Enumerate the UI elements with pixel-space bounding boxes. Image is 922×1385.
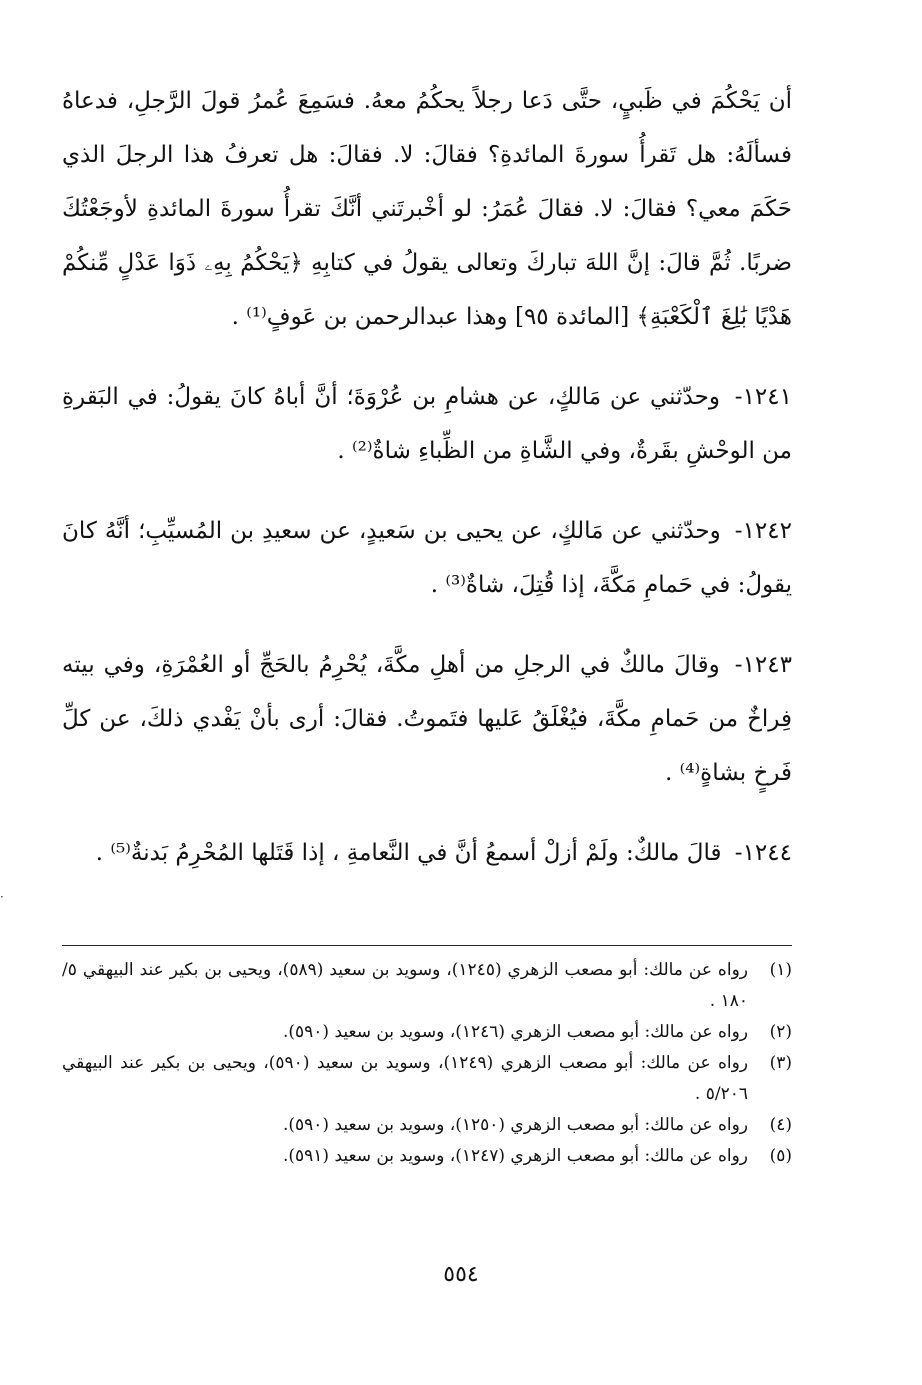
footnote-text: رواه عن مالك: أبو مصعب الزهري (١٢٤٧)، وسويد بن سعيد (٥٩١).: [282, 1146, 748, 1166]
paragraph-1243: [62, 638, 792, 800]
footnote-text: رواه عن مالك: أبو مصعب الزهري (١٢٤٦)، وسويد بن سعيد (٥٩٠).: [282, 1022, 748, 1042]
footnote-3: [62, 1048, 792, 1110]
paragraph-1241: [62, 370, 792, 478]
paragraph-number: ١٢٤٣-: [734, 652, 792, 678]
footnotes: [62, 955, 792, 1172]
footnote-5: [62, 1141, 792, 1172]
footnote-number: (١): [769, 960, 792, 980]
paragraph-text: وحدّثني عن مَالكٍ، عن يحيى بن سَعيدٍ، عن سعيدِ بن المُسيِّبِ؛ أنَّهُ كانَ يقولُ: في حَمامِ مَكَّةَ، إذا قُتِلَ، شاةٌ⁽³⁾ .: [62, 518, 792, 598]
footnote-number: (٣): [769, 1053, 792, 1073]
paragraph-text: وقالَ مالكٌ في الرجلِ من أهلِ مكَّةَ، يُحْرِمُ بالحَجِّ أو العُمْرَةِ، وفي بيته فِراخٌ من حَمامِ مكَّةَ، فيُغْلَقُ عَليها فتَموتُ. فقالَ: أرى بأنْ يَفْدي ذلكَ، عن كلِّ فَرخٍ بشاةٍ⁽⁴⁾ .: [62, 652, 792, 786]
paragraph-1244: [62, 826, 792, 880]
main-text: [62, 74, 792, 880]
scan-edge-mark: ·: [0, 890, 4, 904]
footnote-2: [62, 1017, 792, 1048]
paragraph-number: ١٢٤٢-: [734, 518, 792, 544]
paragraph-text: قالَ مالكٌ: ولَمْ أزلْ أسمعُ أنَّ في النَّعامةِ ، إذا قَتَلها المُحْرِمُ بَدنةٌ⁽⁵⁾ .: [95, 840, 722, 866]
footnote-4: [62, 1110, 792, 1141]
footnote-1: [62, 955, 792, 1017]
footnote-number: (٢): [769, 1022, 792, 1042]
footnote-number: (٤): [769, 1115, 792, 1135]
footnote-number: (٥): [769, 1146, 792, 1166]
footnote-divider: [62, 945, 792, 946]
paragraph-number: ١٢٤٤-: [734, 840, 792, 866]
paragraph-1242: [62, 504, 792, 612]
paragraph-number: ١٢٤١-: [734, 384, 792, 410]
intro-paragraph: أن يَحْكُمَ في ظَبيٍ، حتَّى دَعا رجلاً يحكُمُ معهُ. فسَمِعَ عُمرُ قولَ الرَّجلِ، فدعاهُ فسألَهُ: هل تَقرأُ سورةَ المائدةِ؟ فقالَ: لا. فقالَ: هل تعرفُ هذا الرجلَ الذي حَكَمَ معي؟ فقالَ: لا. فقالَ عُمَرُ: لو أخْبرتَني أنَّكَ تقرأُ سورةَ المائدةِ لأوجَعْتُكَ ضربًا. ثُمَّ قالَ: إنَّ اللهَ تباركَ وتعالى يقولُ في كتابِهِ ﴿يَحْكُمُ بِهِۦ ذَوَا عَدْلٍ مِّنكُمْ هَدْيًا بَٰلِغَ ٱلْكَعْبَةِ﴾ [المائدة ٩٥] وهذا عبدالرحمن بن عَوفٍ⁽¹⁾ .: [62, 88, 792, 330]
footnote-text: رواه عن مالك: أبو مصعب الزهري (١٢٤٩)، وسويد بن سعيد (٥٩٠)، ويحيى بن بكير عند البيهقي ٥/٢٠٦ .: [62, 1053, 748, 1104]
footnote-text: رواه عن مالك: أبو مصعب الزهري (١٢٤٥)، وسويد بن سعيد (٥٨٩)، ويحيى بن بكير عند البيهقي ٥/ ١٨٠ .: [62, 960, 748, 1011]
paragraph-text: وحدّثني عن مَالكٍ، عن هشامِ بن عُرْوَةَ؛ أنَّ أباهُ كانَ يقولُ: في البَقرةِ من الوحْشِ بقَرةٌ، وفي الشَّاةِ من الظِّباءِ شاةٌ⁽²⁾ .: [62, 384, 792, 464]
page-number: ٥٥٤: [443, 1262, 479, 1287]
footnote-text: رواه عن مالك: أبو مصعب الزهري (١٢٥٠)، وسويد بن سعيد (٥٩٠).: [282, 1115, 748, 1135]
